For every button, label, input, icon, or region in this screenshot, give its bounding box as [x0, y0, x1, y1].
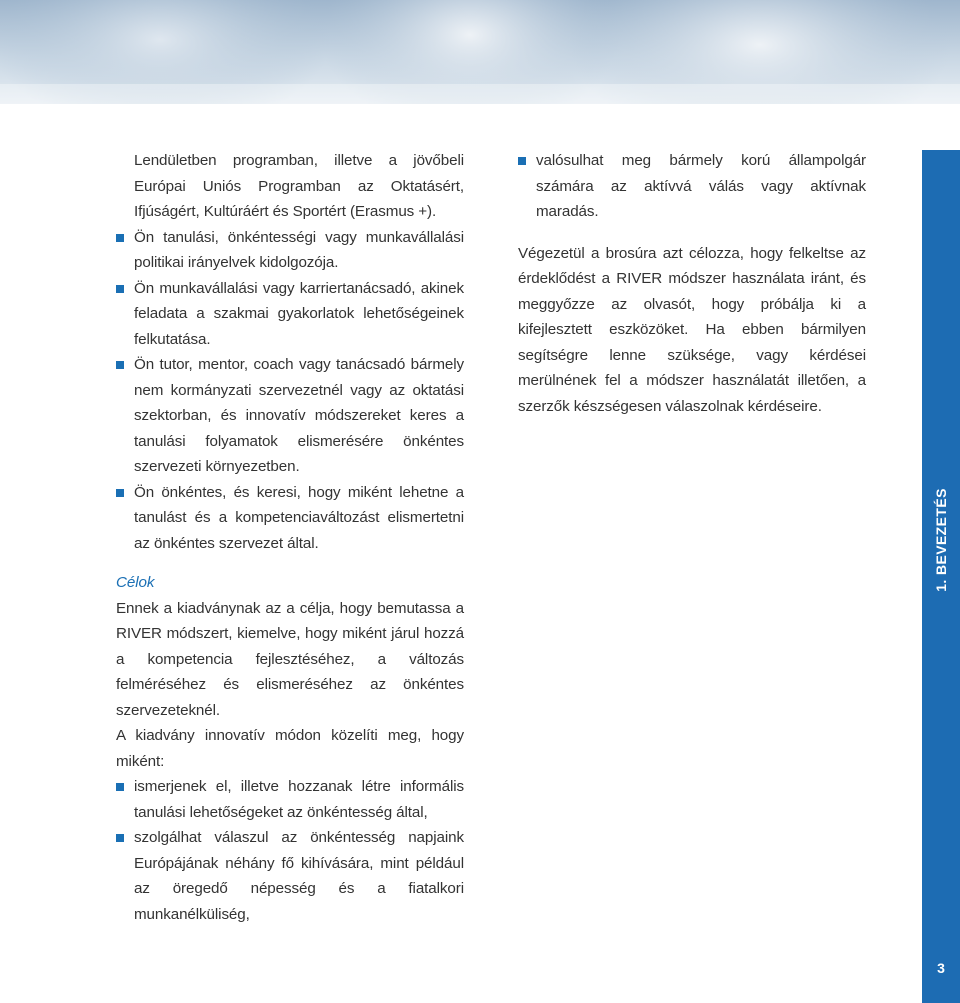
page-number: 3 — [937, 960, 945, 976]
chapter-label-text: 1. BEVEZETÉS — [933, 488, 949, 592]
chapter-label — [922, 490, 960, 590]
faces-photo — [0, 0, 960, 104]
spacer — [518, 225, 866, 241]
goal-bullet: ismerjenek el, illetve hozzanak létre informális tanulási lehetőségeket az önkéntesség által, — [116, 774, 464, 825]
bullet-item: Ön önkéntes, és keresi, hogy miként lehetne a tanulást és a kompetenciaváltozást elismertetni az önkéntes szervezet által. — [116, 480, 464, 557]
bullet-item: Ön tutor, mentor, coach vagy tanácsadó bármely nem kormányzati szervezetnél vagy az oktatási szektorban, és innovatív módszereket keres a tanulási folyamatok elismerésére önkéntes szervezeti környezetben. — [116, 352, 464, 480]
right-column — [518, 148, 866, 419]
paragraph: Ennek a kiadványnak az a célja, hogy bemutassa a RIVER módszert, kiemelve, hogy miként járul hozzá a kompetencia fejlesztéséhez, a változás felméréséhez és elismeréséhez az önkéntes szervezeteknél. — [116, 599, 464, 719]
header-photo-banner — [0, 0, 960, 104]
bullet-item: Ön tanulási, önkéntességi vagy munkavállalási politikai irányelvek kidolgozója. — [116, 225, 464, 276]
goal-bullet: szolgálhat válaszul az önkéntesség napjaink Európájának néhány fő kihívására, mint például az öregedő népesség és a fiatalkori munkanélküliség, — [116, 825, 464, 927]
paragraph: A kiadvány innovatív módon közelíti meg, hogy miként: — [116, 727, 464, 770]
bullet-item: valósulhat meg bármely korú állampolgár számára az aktívvá válás vagy aktívnak maradás. — [518, 148, 866, 225]
closing-paragraph: Végezetül a brosúra azt célozza, hogy felkeltse az érdeklődést a RIVER módszer használata iránt, és meggyőzze az olvasót, hogy próbálja ki a kifejlesztett eszközöket. Ha ebben bármilyen segítségre lenne szüksége, vagy kérdései merülnének fel a módszer használatát illetően, a szerzők készségesen válaszolnak kérdéseire. — [518, 244, 866, 415]
left-column — [116, 148, 464, 927]
intro-text: Lendületben programban, illetve a jövőbeli Európai Uniós Programban az Oktatásért, Ifjúságért, Kultúráért és Sportért (Erasmus +). — [134, 152, 464, 220]
section-heading: Célok — [116, 574, 155, 591]
bullet-item: Ön munkavállalási vagy karriertanácsadó, akinek feladata a szakmai gyakorlatok lehetőségeinek felkutatása. — [116, 276, 464, 353]
